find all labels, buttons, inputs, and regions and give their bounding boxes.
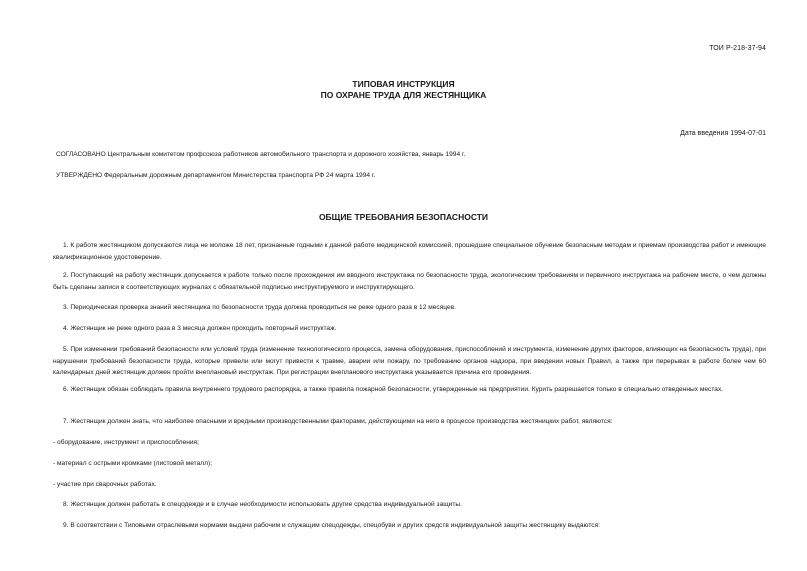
document-title [0,79,807,100]
document-code: ТОИ Р-218-37-94 [709,45,766,52]
list-item-equipment: - оборудование, инструмент и приспособления; [53,439,199,446]
paragraph-8: 8. Жестянщик должен работать в спецодежде и в случае необходимости использовать другие средства индивидуальной защиты. [63,501,462,508]
section-title: ОБЩИЕ ТРЕБОВАНИЯ БЕЗОПАСНОСТИ [318,212,489,222]
paragraph-4: 4. Жестянщик не реже одного раза в 3 месяца должен проходить повторный инструктаж. [63,325,337,332]
effective-date: Дата введения 1994-07-01 [680,130,766,137]
agreed-statement: СОГЛАСОВАНО Центральным комитетом профсоюза работников автомобильного транспорта и дорожного хозяйства, январь 1994 г. [56,151,466,158]
paragraph-3: 3. Периодическая проверка знаний жестянщика по безопасности труда должна проводиться не реже одного раза в 12 месяцев. [63,304,456,311]
paragraph-6: 6. Жестянщик обязан соблюдать правила внутреннего трудового распорядка, а также правила пожарной безопасности, утвержденные на предприятии. Курить разрешается только в специально отведенных местах. [63,386,724,393]
title-line-2: ПО ОХРАНЕ ТРУДА ДЛЯ ЖЕСТЯНЩИКА [320,89,487,100]
approved-statement: УТВЕРЖДЕНО Федеральным дорожным департаментом Министерства транспорта РФ 24 марта 1994 г. [56,172,376,179]
list-item-welding: - участие при сварочных работах. [53,481,157,488]
paragraph-2: 2. Поступающий на работу жестянщик допускается к работе только после прохождения им вводного инструктажа по безопасности труда, экологическим требованиям и первичного инструктажа на рабочем месте, о чем должны быть сделаны записи в соответствующих журналах с обязательной подписью инструктируемого и инструктирующего. [53,272,766,291]
paragraph-1: 1. К работе жестянщиком допускаются лица не моложе 18 лет, признанные годными к данной работе медицинской комиссией, прошедшие специальное обучение безопасным методам и приемам производства работ и имеющие квалификационное удостоверение. [53,242,766,261]
paragraph-7: 7. Жестянщик должен знать, что наиболее опасными и вредными производственными факторами, действующими на него в процессе производства жестяницких работ, являются: [63,418,613,425]
paragraph-9: 9. В соответствии с Типовыми отраслевыми нормами выдачи рабочим и служащим спецодежды, спецобуви и других средств индивидуальной защиты жестянщику выдаются: [63,522,600,529]
paragraph-5: 5. При изменении требований безопасности или условий труда (изменение технологического процесса, замена оборудования, приспособлений и инструмента, изменение других факторов, влияющих на безопасность труда), при нарушении требований безопасности труда, которые привели или могут привести к травме, аварии или пожару, по требованию органов надзора, при введении новых Правил, а также при перерывах в работе более чем 60 календарных дней жестянщик должен пройти внеплановый инструктаж. При регистрации внепланового инструктажа указывается причина его проведения. [53,346,766,377]
list-item-material: - материал с острыми кромками (листовой металл); [53,460,213,467]
title-line-1: ТИПОВАЯ ИНСТРУКЦИЯ [352,79,455,89]
